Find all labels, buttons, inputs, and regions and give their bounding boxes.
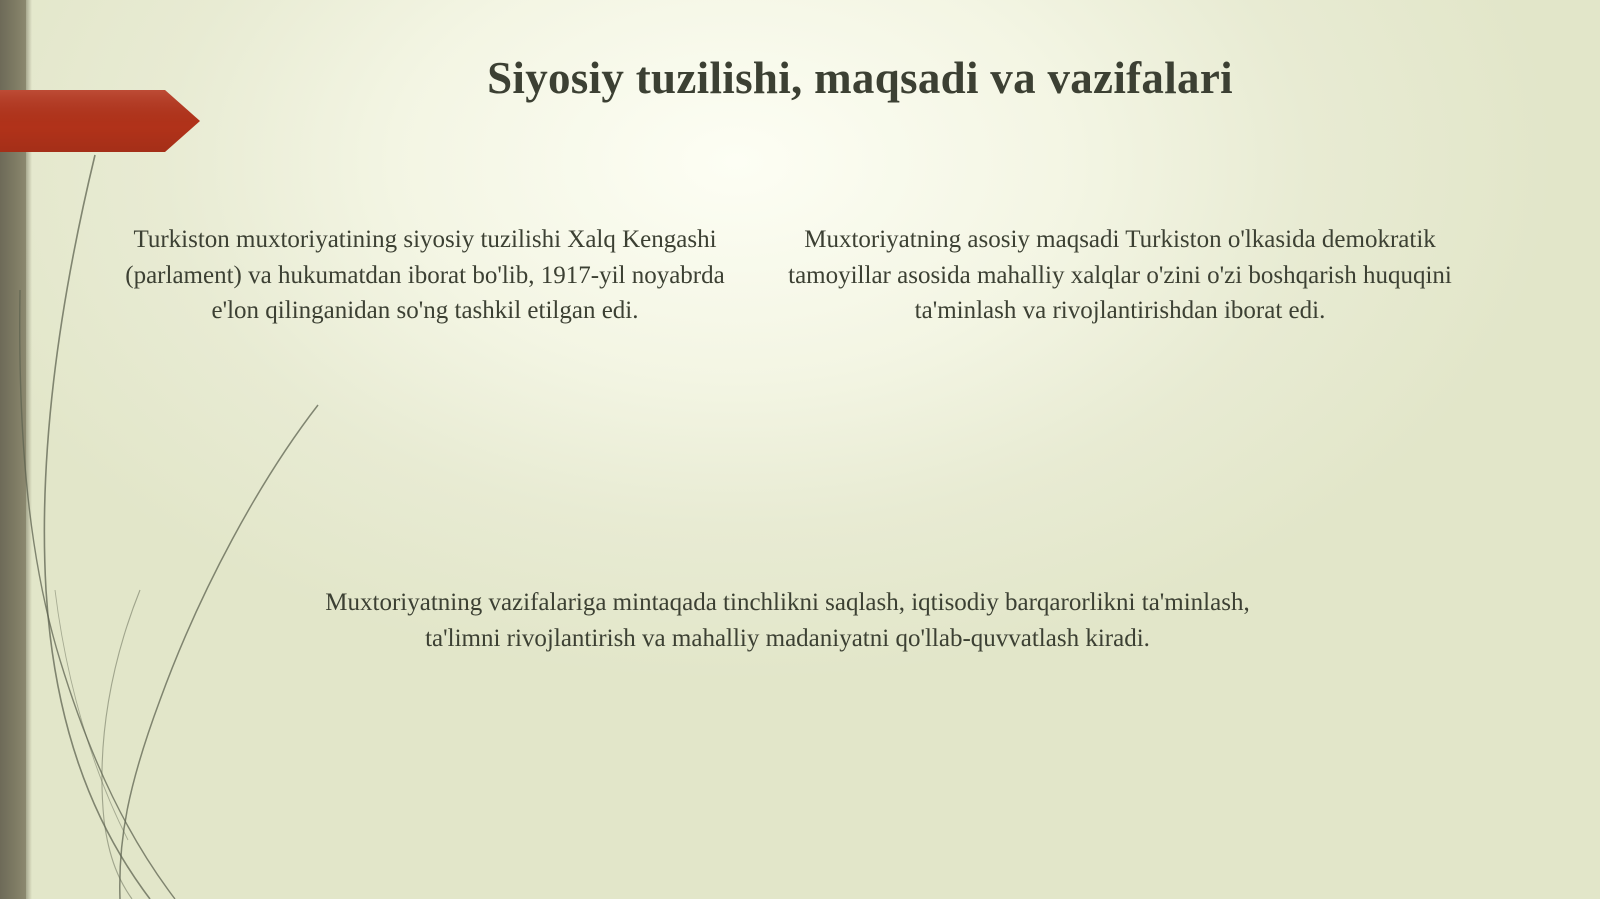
red-arrow-banner-icon	[0, 90, 200, 152]
body-text-left: Turkiston muxtoriyatining siyosiy tuzilishi Xalq Kengashi (parlament) va hukumatdan iborat bo'lib, 1917-yil noyabrda e'lon qilinganidan so'ng tashkil etilgan edi.	[125, 226, 725, 324]
body-text-right: Muxtoriyatning asosiy maqsadi Turkiston o'lkasida demokratik tamoyillar asosida mahalliy xalqlar o'zini o'zi boshqarish huquqini ta'minlash va rivojlantirishdan iborat edi.	[788, 226, 1452, 324]
page-title: Siyosiy tuzilishi, maqsadi va vazifalari	[487, 53, 1233, 103]
body-text-bottom: Muxtoriyatning vazifalariga mintaqada tinchlikni saqlash, iqtisodiy barqarorlikni ta'minlash, ta'limni rivojlantirish va mahalliy madaniyatni qo'llab-quvvatlash kiradi.	[325, 589, 1250, 652]
